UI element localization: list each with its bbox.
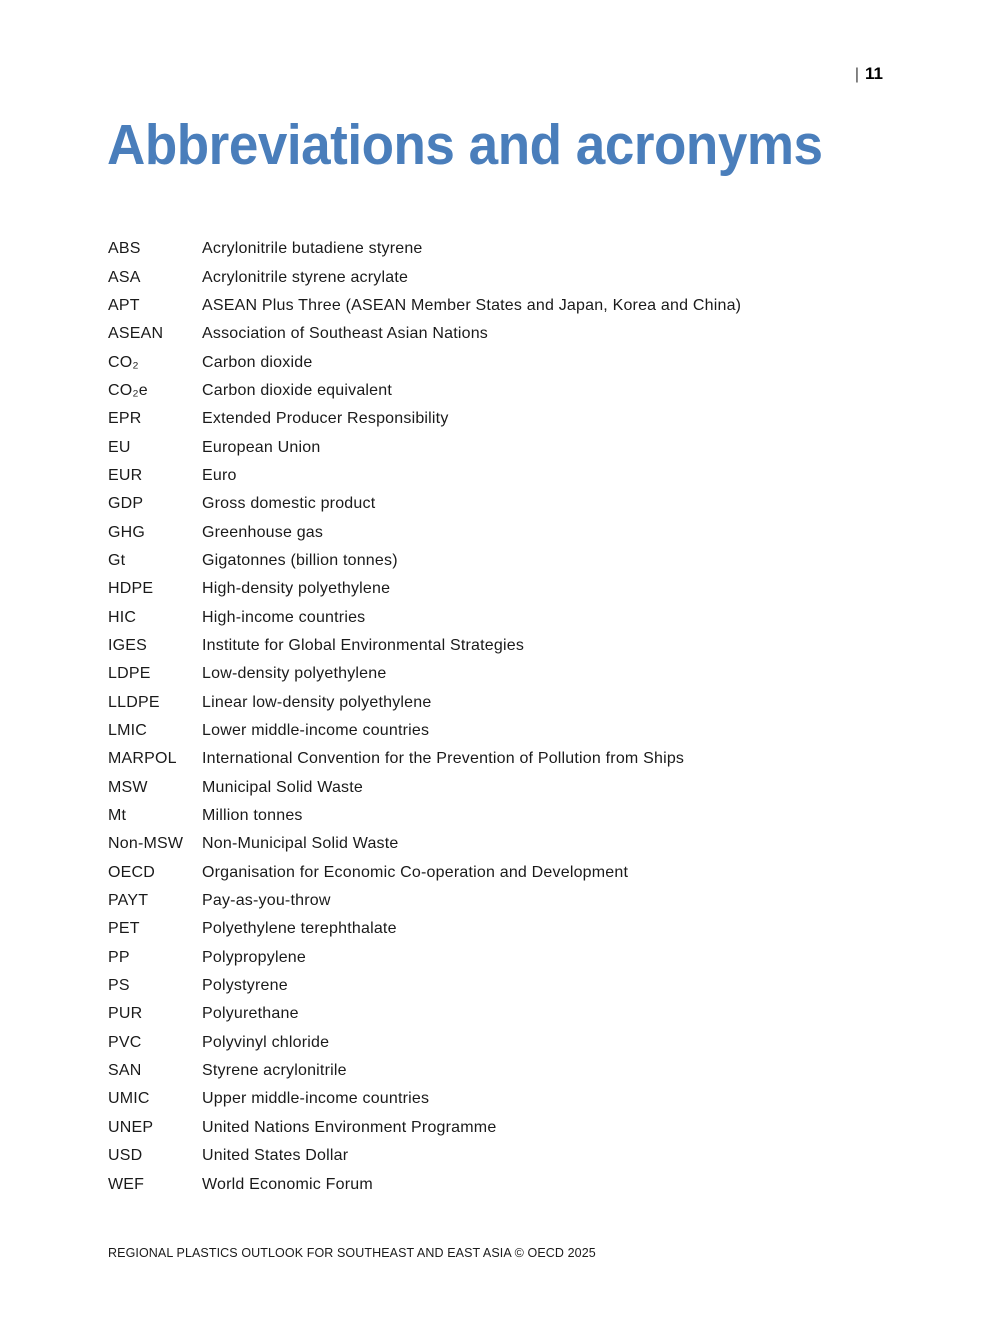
abbreviation-row [108,1114,741,1142]
abbreviation-term: WEF [108,1175,145,1193]
abbreviation-definition: Organisation for Economic Co-operation and Development [202,863,629,881]
abbreviation-term: Non-MSW [108,835,184,853]
page-title: Abbreviations and acronyms [107,113,823,177]
abbreviation-row [108,944,741,972]
abbreviation-definition: Association of Southeast Asian Nations [202,325,488,343]
abbreviation-term: PP [108,948,130,966]
abbreviation-term: USD [108,1147,143,1165]
abbreviation-row [108,292,741,320]
page-number [855,64,883,84]
abbreviation-row [108,1170,741,1198]
abbreviation-row [108,1057,741,1085]
abbreviation-row [108,547,741,575]
abbreviation-term: OECD [108,863,156,881]
abbreviation-definition: Polyurethane [202,1005,299,1023]
abbreviation-row [108,320,741,348]
abbreviation-definition: Polypropylene [202,948,306,966]
abbreviation-definition: Carbon dioxide [202,353,313,371]
abbreviation-term: IGES [108,636,148,654]
abbreviation-term: PS [108,977,130,995]
abbreviation-definition: Institute for Global Environmental Strategies [202,636,525,654]
abbreviation-term: EUR [108,466,143,484]
abbreviation-definition: Carbon dioxide equivalent [202,381,393,399]
abbreviation-row [108,235,741,263]
abbreviation-definition: Greenhouse gas [202,523,324,541]
abbreviation-term: UNEP [108,1118,154,1136]
abbreviation-definition: Acrylonitrile butadiene styrene [202,240,423,258]
abbreviation-term: Mt [108,807,127,825]
abbreviation-definition: Gross domestic product [202,495,376,513]
abbreviation-row [108,603,741,631]
abbreviation-definition: Polyvinyl chloride [202,1033,330,1051]
abbreviation-term: GHG [108,523,146,541]
abbreviation-definition: Linear low-density polyethylene [202,693,432,711]
abbreviation-definition: Upper middle-income countries [202,1090,430,1108]
abbreviation-definition: Pay-as-you-throw [202,892,331,910]
abbreviation-row [108,490,741,518]
abbreviation-definition: International Convention for the Prevention of Pollution from Ships [202,750,685,768]
abbreviation-term: LDPE [108,665,151,683]
abbreviation-term: PVC [108,1033,142,1051]
abbreviation-term: SAN [108,1062,142,1080]
abbreviation-definition: High-density polyethylene [202,580,391,598]
abbreviation-list [108,235,741,1199]
abbreviation-definition: Low-density polyethylene [202,665,387,683]
abbreviation-term: PET [108,920,140,938]
page-number-value: 11 [865,64,883,83]
abbreviation-term: LLDPE [108,693,160,711]
abbreviation-term: Gt [108,551,126,569]
abbreviation-row [108,348,741,376]
abbreviation-definition: Million tonnes [202,807,303,825]
abbreviation-term: PUR [108,1005,143,1023]
abbreviation-term: LMIC [108,722,148,740]
abbreviation-row [108,377,741,405]
abbreviation-row [108,518,741,546]
abbreviation-definition: Extended Producer Responsibility [202,410,449,428]
abbreviation-row [108,859,741,887]
abbreviation-row [108,972,741,1000]
abbreviation-row [108,433,741,461]
abbreviation-row [108,660,741,688]
abbreviation-term: PAYT [108,892,149,910]
abbreviation-definition: Lower middle-income countries [202,722,430,740]
page-footer: REGIONAL PLASTICS OUTLOOK FOR SOUTHEAST AND EAST ASIA © OECD 2025 [108,1246,596,1260]
abbreviation-definition: Gigatonnes (billion tonnes) [202,551,398,569]
abbreviation-row [108,575,741,603]
abbreviation-definition: United Nations Environment Programme [202,1118,497,1136]
abbreviation-row [108,632,741,660]
abbreviation-term: HIC [108,608,137,626]
abbreviation-row [108,689,741,717]
abbreviation-term: CO₂ [108,353,139,371]
abbreviation-term: MSW [108,778,148,796]
abbreviation-definition: ASEAN Plus Three (ASEAN Member States and Japan, Korea and China) [202,296,742,314]
abbreviation-row [108,802,741,830]
abbreviation-definition: Municipal Solid Waste [202,778,364,796]
abbreviation-row [108,830,741,858]
abbreviation-row [108,887,741,915]
abbreviation-row [108,1085,741,1113]
abbreviation-term: ASEAN [108,325,164,343]
abbreviation-definition: World Economic Forum [202,1175,373,1193]
abbreviation-row [108,405,741,433]
abbreviation-definition: High-income countries [202,608,366,626]
abbreviation-term: HDPE [108,580,154,598]
abbreviation-row [108,774,741,802]
page-number-separator: | [854,66,860,83]
abbreviation-row [108,462,741,490]
abbreviation-term: UMIC [108,1090,150,1108]
abbreviation-definition: United States Dollar [202,1147,349,1165]
abbreviation-definition: Polyethylene terephthalate [202,920,397,938]
abbreviation-row [108,1029,741,1057]
abbreviation-term: EPR [108,410,142,428]
abbreviation-term: APT [108,296,140,314]
abbreviation-row [108,263,741,291]
abbreviation-definition: Euro [202,466,237,484]
abbreviation-row [108,915,741,943]
abbreviation-definition: Non-Municipal Solid Waste [202,835,399,853]
abbreviation-row [108,1142,741,1170]
abbreviation-term: CO₂e [108,381,148,399]
abbreviation-term: GDP [108,495,144,513]
abbreviation-definition: Acrylonitrile styrene acrylate [202,268,409,286]
abbreviation-definition: Polystyrene [202,977,288,995]
abbreviation-term: ABS [108,240,141,258]
abbreviation-definition: Styrene acrylonitrile [202,1062,347,1080]
abbreviation-term: EU [108,438,131,456]
abbreviation-row [108,1000,741,1028]
abbreviation-term: ASA [108,268,141,286]
abbreviation-definition: European Union [202,438,321,456]
abbreviation-row [108,717,741,745]
abbreviation-row [108,745,741,773]
abbreviation-term: MARPOL [108,750,177,768]
